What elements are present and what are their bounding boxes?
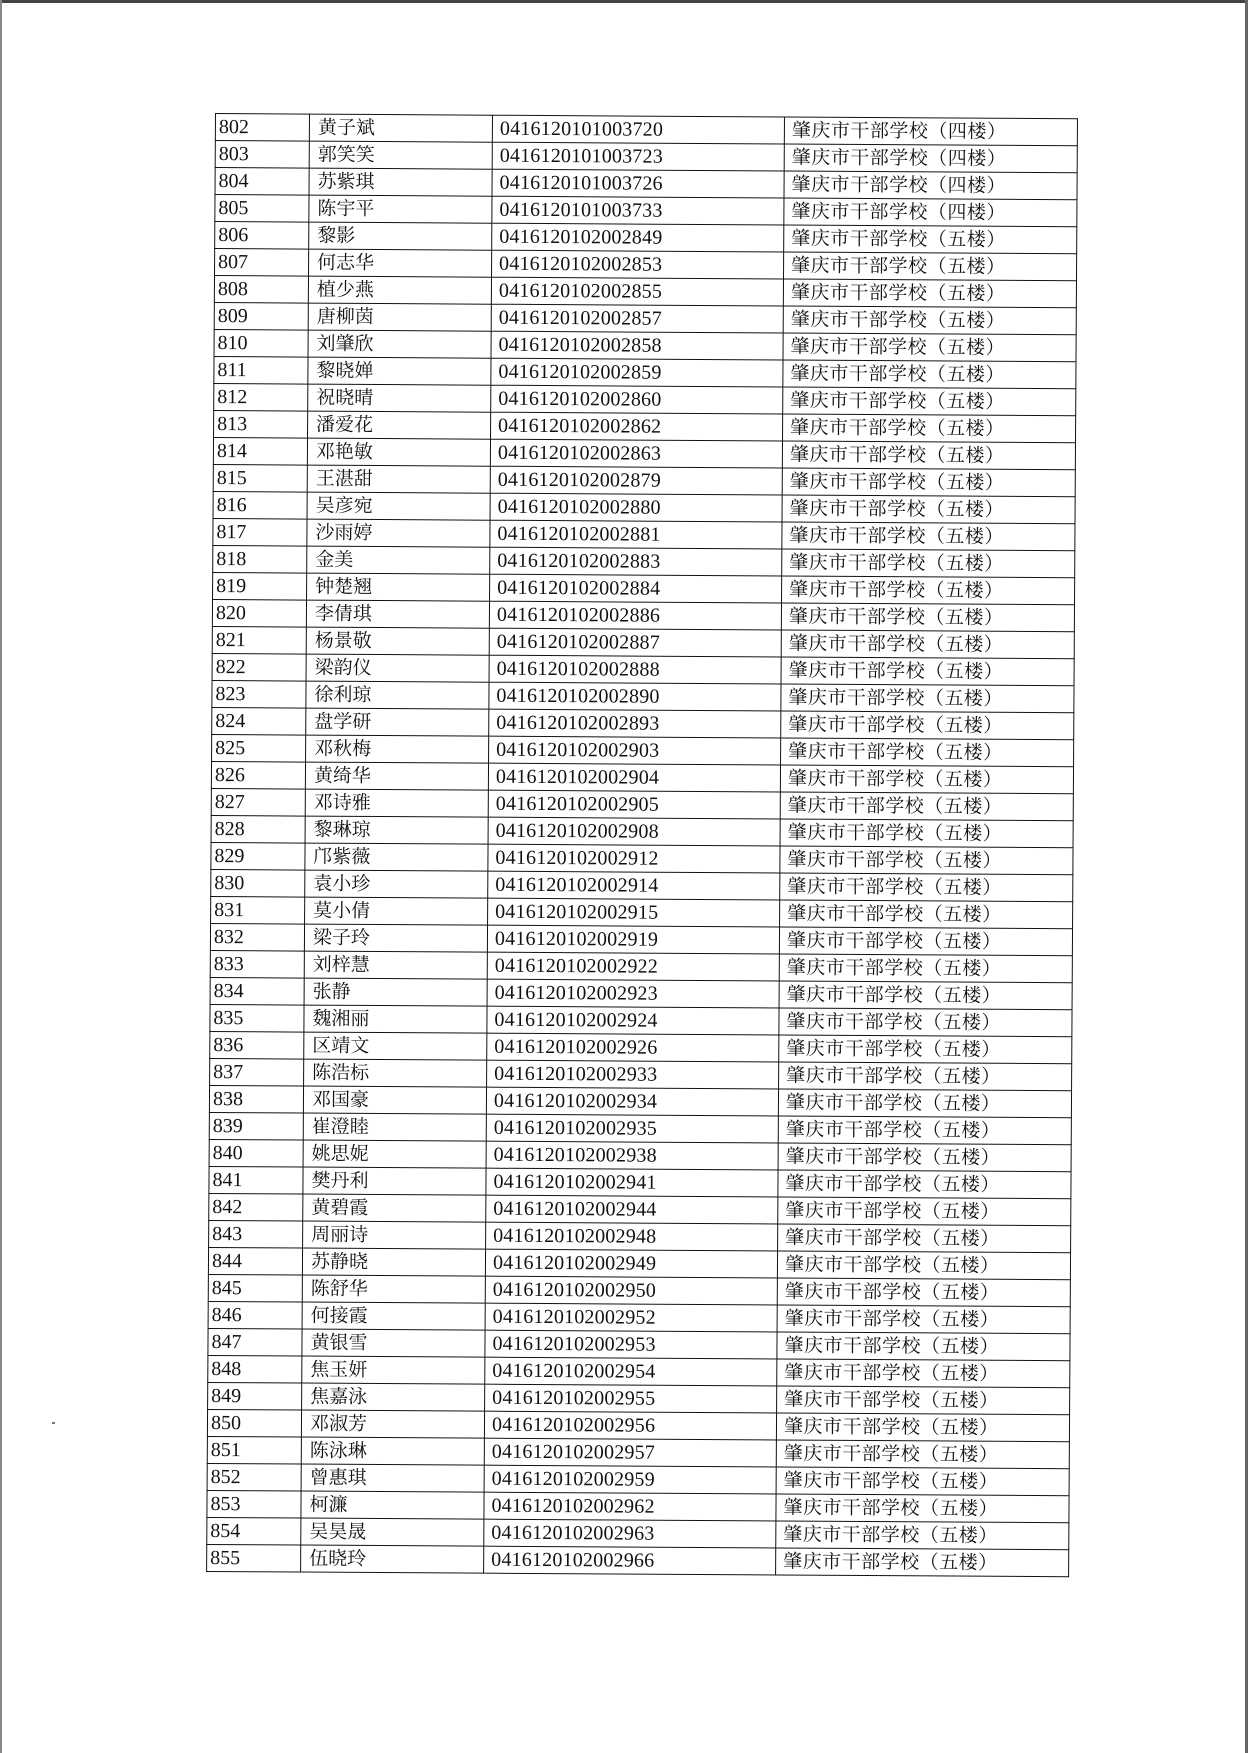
exam-location: 肇庆市干部学校（五楼）	[781, 711, 1074, 740]
exam-ticket-number: 0416120102002933	[487, 1060, 779, 1089]
row-number: 850	[207, 1409, 301, 1437]
candidate-name: 黄银雪	[302, 1329, 485, 1357]
candidate-name: 区靖文	[304, 1032, 487, 1060]
exam-location: 肇庆市干部学校（五楼）	[783, 387, 1076, 416]
row-number: 830	[211, 869, 305, 897]
row-number: 834	[210, 977, 304, 1005]
exam-ticket-number: 0416120101003726	[492, 169, 784, 198]
exam-location: 肇庆市干部学校（五楼）	[776, 1521, 1069, 1550]
row-number: 837	[210, 1058, 304, 1086]
exam-ticket-number: 0416120102002922	[487, 952, 779, 981]
candidate-name: 刘梓慧	[304, 951, 487, 979]
candidate-name: 梁韵仪	[306, 654, 489, 682]
exam-location: 肇庆市干部学校（四楼）	[784, 171, 1077, 200]
candidate-name: 黎影	[309, 222, 492, 250]
candidate-name: 樊丹利	[303, 1167, 486, 1195]
exam-location: 肇庆市干部学校（五楼）	[778, 1197, 1071, 1226]
exam-location: 肇庆市干部学校（五楼）	[784, 225, 1077, 254]
candidate-name: 祝晓晴	[308, 384, 491, 412]
exam-ticket-number: 0416120101003720	[492, 115, 784, 144]
candidate-name: 沙雨婷	[307, 519, 490, 547]
exam-ticket-number: 0416120102002952	[485, 1303, 777, 1332]
exam-location: 肇庆市干部学校（四楼）	[784, 144, 1077, 173]
candidate-name: 邓艳敏	[307, 438, 490, 466]
row-number: 819	[213, 572, 307, 600]
exam-ticket-number: 0416120102002860	[491, 385, 783, 414]
candidate-name: 唐柳茵	[308, 303, 491, 331]
exam-ticket-number: 0416120102002857	[491, 304, 783, 333]
exam-ticket-number: 0416120102002862	[491, 412, 783, 441]
exam-ticket-number: 0416120102002888	[489, 655, 781, 684]
exam-ticket-number: 0416120102002887	[489, 628, 781, 657]
candidate-name: 钟楚翘	[307, 573, 490, 601]
exam-location: 肇庆市干部学校（五楼）	[783, 252, 1076, 281]
exam-location: 肇庆市干部学校（五楼）	[776, 1413, 1069, 1442]
candidate-name: 王湛甜	[307, 465, 490, 493]
candidate-name: 潘爱花	[308, 411, 491, 439]
exam-ticket-number: 0416120102002941	[486, 1168, 778, 1197]
row-number: 829	[211, 842, 305, 870]
exam-ticket-number: 0416120102002886	[489, 601, 781, 630]
row-number: 847	[208, 1328, 302, 1356]
exam-location: 肇庆市干部学校（五楼）	[783, 333, 1076, 362]
candidate-name: 苏静晓	[302, 1248, 485, 1276]
exam-ticket-number: 0416120102002923	[487, 979, 779, 1008]
candidate-name: 邓淑芳	[301, 1410, 484, 1438]
candidate-name: 苏紫琪	[309, 168, 492, 196]
candidate-name: 焦玉妍	[302, 1356, 485, 1384]
row-number: 813	[214, 410, 308, 438]
row-number: 825	[212, 734, 306, 762]
candidate-name: 黄绮华	[305, 762, 488, 790]
candidate-name: 植少燕	[308, 276, 491, 304]
exam-ticket-number: 0416120102002949	[485, 1249, 777, 1278]
exam-ticket-number: 0416120102002863	[490, 439, 782, 468]
exam-location: 肇庆市干部学校（五楼）	[781, 738, 1074, 767]
candidate-name: 何接霞	[302, 1302, 485, 1330]
exam-location: 肇庆市干部学校（五楼）	[781, 630, 1074, 659]
scan-border-left	[0, 0, 2, 1753]
row-number: 815	[213, 464, 307, 492]
exam-location: 肇庆市干部学校（五楼）	[778, 1224, 1071, 1253]
exam-location: 肇庆市干部学校（五楼）	[777, 1332, 1070, 1361]
row-number: 846	[208, 1301, 302, 1329]
exam-location: 肇庆市干部学校（五楼）	[779, 954, 1072, 983]
row-number: 849	[208, 1382, 302, 1410]
exam-ticket-number: 0416120102002853	[492, 250, 784, 279]
exam-ticket-number: 0416120101003723	[492, 142, 784, 171]
exam-ticket-number: 0416120102002849	[492, 223, 784, 252]
exam-location: 肇庆市干部学校（五楼）	[779, 1035, 1072, 1064]
exam-location: 肇庆市干部学校（五楼）	[778, 1170, 1071, 1199]
row-number: 836	[210, 1031, 304, 1059]
exam-location: 肇庆市干部学校（五楼）	[778, 1089, 1071, 1118]
exam-ticket-number: 0416120101003733	[492, 196, 784, 225]
row-number: 839	[209, 1112, 303, 1140]
row-number: 820	[212, 599, 306, 627]
row-number: 842	[209, 1193, 303, 1221]
exam-ticket-number: 0416120102002883	[490, 547, 782, 576]
exam-location: 肇庆市干部学校（五楼）	[776, 1440, 1069, 1469]
exam-ticket-number: 0416120102002938	[486, 1141, 778, 1170]
row-number: 809	[214, 302, 308, 330]
scan-speck	[52, 1422, 55, 1424]
row-number: 814	[213, 437, 307, 465]
candidate-name: 吴彦宛	[307, 492, 490, 520]
row-number: 838	[209, 1085, 303, 1113]
exam-ticket-number: 0416120102002904	[488, 763, 780, 792]
exam-location: 肇庆市干部学校（五楼）	[779, 1062, 1072, 1091]
exam-location: 肇庆市干部学校（五楼）	[776, 1467, 1069, 1496]
exam-location: 肇庆市干部学校（五楼）	[781, 684, 1074, 713]
table-row	[207, 1544, 1069, 1576]
exam-location: 肇庆市干部学校（五楼）	[778, 1143, 1071, 1172]
candidate-name: 黎琳琼	[305, 816, 488, 844]
row-number: 811	[214, 356, 308, 384]
exam-ticket-number: 0416120102002914	[488, 871, 780, 900]
exam-ticket-number: 0416120102002957	[484, 1438, 776, 1467]
row-number: 816	[213, 491, 307, 519]
exam-ticket-number: 0416120102002926	[487, 1033, 779, 1062]
exam-ticket-number: 0416120102002944	[486, 1195, 778, 1224]
exam-location: 肇庆市干部学校（五楼）	[780, 873, 1073, 902]
candidate-name: 陈浩标	[304, 1059, 487, 1087]
exam-location: 肇庆市干部学校（五楼）	[783, 414, 1076, 443]
candidate-name: 周丽诗	[303, 1221, 486, 1249]
exam-ticket-number: 0416120102002954	[485, 1357, 777, 1386]
row-number: 804	[215, 168, 309, 196]
candidate-name: 杨景敬	[306, 627, 489, 655]
candidate-name: 邓秋梅	[306, 735, 489, 763]
row-number: 821	[212, 626, 306, 654]
row-number: 843	[209, 1220, 303, 1248]
exam-ticket-number: 0416120102002912	[488, 844, 780, 873]
exam-location: 肇庆市干部学校（四楼）	[784, 117, 1077, 146]
candidate-name: 郭笑笑	[309, 141, 492, 169]
row-number: 810	[214, 329, 308, 357]
exam-location: 肇庆市干部学校（五楼）	[777, 1251, 1070, 1280]
row-number: 844	[208, 1247, 302, 1275]
row-number: 828	[211, 815, 305, 843]
exam-ticket-number: 0416120102002935	[486, 1114, 778, 1143]
candidate-name: 刘肇欣	[308, 330, 491, 358]
exam-ticket-number: 0416120102002955	[485, 1384, 777, 1413]
candidate-name: 陈舒华	[302, 1275, 485, 1303]
exam-location: 肇庆市干部学校（五楼）	[783, 360, 1076, 389]
row-number: 823	[212, 680, 306, 708]
exam-location: 肇庆市干部学校（五楼）	[777, 1386, 1070, 1415]
candidate-name: 黎晓婵	[308, 357, 491, 385]
exam-ticket-number: 0416120102002948	[486, 1222, 778, 1251]
exam-location: 肇庆市干部学校（五楼）	[780, 765, 1073, 794]
candidate-name: 何志华	[309, 249, 492, 277]
row-number: 853	[207, 1490, 301, 1518]
row-number: 808	[214, 276, 308, 304]
exam-location: 肇庆市干部学校（五楼）	[780, 846, 1073, 875]
exam-location: 肇庆市干部学校（五楼）	[778, 1116, 1071, 1145]
exam-ticket-number: 0416120102002924	[487, 1006, 779, 1035]
exam-location: 肇庆市干部学校（五楼）	[780, 792, 1073, 821]
row-number: 817	[213, 518, 307, 546]
candidate-name: 邓诗雅	[305, 789, 488, 817]
exam-ticket-number: 0416120102002908	[488, 817, 780, 846]
row-number: 845	[208, 1274, 302, 1302]
exam-location: 肇庆市干部学校（五楼）	[782, 522, 1075, 551]
candidate-name: 邝紫薇	[305, 843, 488, 871]
candidate-name: 袁小珍	[305, 870, 488, 898]
exam-ticket-number: 0416120102002903	[489, 736, 781, 765]
row-number: 835	[210, 1004, 304, 1032]
exam-location: 肇庆市干部学校（五楼）	[780, 819, 1073, 848]
exam-ticket-number: 0416120102002905	[488, 790, 780, 819]
exam-ticket-number: 0416120102002959	[484, 1465, 776, 1494]
candidate-name: 邓国豪	[303, 1086, 486, 1114]
candidate-name: 徐利琼	[306, 681, 489, 709]
candidate-name: 张静	[304, 978, 487, 1006]
exam-ticket-number: 0416120102002963	[484, 1519, 776, 1548]
exam-ticket-number: 0416120102002893	[489, 709, 781, 738]
row-number: 805	[215, 195, 309, 223]
candidate-name: 姚思妮	[303, 1140, 486, 1168]
row-number: 833	[210, 950, 304, 978]
row-number: 812	[214, 383, 308, 411]
row-number: 841	[209, 1166, 303, 1194]
candidate-name: 柯濂	[301, 1491, 484, 1519]
exam-ticket-number: 0416120102002915	[488, 898, 780, 927]
candidate-name: 李倩琪	[306, 600, 489, 628]
exam-location: 肇庆市干部学校（五楼）	[782, 468, 1075, 497]
exam-location: 肇庆市干部学校（五楼）	[782, 495, 1075, 524]
table-body	[207, 114, 1078, 1577]
row-number: 827	[211, 788, 305, 816]
exam-location: 肇庆市干部学校（五楼）	[781, 657, 1074, 686]
candidate-name: 金美	[307, 546, 490, 574]
row-number: 848	[208, 1355, 302, 1383]
exam-ticket-number: 0416120102002880	[490, 493, 782, 522]
candidate-name: 魏湘丽	[304, 1005, 487, 1033]
candidate-name: 陈宇平	[309, 195, 492, 223]
row-number: 826	[211, 761, 305, 789]
candidate-name: 焦嘉泳	[302, 1383, 485, 1411]
row-number: 806	[215, 222, 309, 250]
exam-ticket-number: 0416120102002879	[490, 466, 782, 495]
exam-location: 肇庆市干部学校（五楼）	[779, 1008, 1072, 1037]
candidate-name: 吴昊晟	[301, 1518, 484, 1546]
row-number: 803	[215, 141, 309, 169]
row-number: 818	[213, 545, 307, 573]
candidate-name: 伍晓玲	[301, 1545, 484, 1573]
exam-location: 肇庆市干部学校（五楼）	[779, 981, 1072, 1010]
row-number: 822	[212, 653, 306, 681]
exam-location: 肇庆市干部学校（五楼）	[777, 1305, 1070, 1334]
exam-ticket-number: 0416120102002884	[490, 574, 782, 603]
row-number: 851	[207, 1436, 301, 1464]
candidate-name: 莫小倩	[305, 897, 488, 925]
candidate-name: 黄碧霞	[303, 1194, 486, 1222]
exam-ticket-number: 0416120102002858	[491, 331, 783, 360]
exam-seating-table	[206, 113, 1078, 1577]
exam-location: 肇庆市干部学校（五楼）	[776, 1548, 1069, 1577]
exam-location: 肇庆市干部学校（四楼）	[784, 198, 1077, 227]
exam-ticket-number: 0416120102002859	[491, 358, 783, 387]
exam-ticket-number: 0416120102002950	[485, 1276, 777, 1305]
row-number: 832	[210, 923, 304, 951]
exam-location: 肇庆市干部学校（五楼）	[779, 927, 1072, 956]
exam-ticket-number: 0416120102002855	[491, 277, 783, 306]
exam-ticket-number: 0416120102002881	[490, 520, 782, 549]
exam-ticket-number: 0416120102002962	[484, 1492, 776, 1521]
exam-location: 肇庆市干部学校（五楼）	[782, 549, 1075, 578]
row-number: 831	[211, 896, 305, 924]
exam-location: 肇庆市干部学校（五楼）	[783, 306, 1076, 335]
exam-location: 肇庆市干部学校（五楼）	[777, 1278, 1070, 1307]
candidate-name: 梁子玲	[304, 924, 487, 952]
candidate-name: 陈泳琳	[301, 1437, 484, 1465]
exam-ticket-number: 0416120102002890	[489, 682, 781, 711]
exam-location: 肇庆市干部学校（五楼）	[783, 279, 1076, 308]
row-number: 852	[207, 1463, 301, 1491]
exam-location: 肇庆市干部学校（五楼）	[780, 900, 1073, 929]
exam-ticket-number: 0416120102002953	[485, 1330, 777, 1359]
exam-ticket-number: 0416120102002956	[484, 1411, 776, 1440]
exam-ticket-number: 0416120102002966	[484, 1546, 776, 1575]
exam-location: 肇庆市干部学校（五楼）	[781, 603, 1074, 632]
exam-location: 肇庆市干部学校（五楼）	[776, 1494, 1069, 1523]
scan-border-top	[0, 0, 1248, 3]
row-number: 802	[215, 114, 309, 142]
exam-ticket-number: 0416120102002919	[487, 925, 779, 954]
row-number: 854	[207, 1517, 301, 1545]
candidate-name: 崔澄睦	[303, 1113, 486, 1141]
row-number: 824	[212, 707, 306, 735]
exam-location: 肇庆市干部学校（五楼）	[777, 1359, 1070, 1388]
exam-location: 肇庆市干部学校（五楼）	[782, 441, 1075, 470]
row-number: 840	[209, 1139, 303, 1167]
row-number: 855	[207, 1544, 301, 1572]
candidate-name: 曾惠琪	[301, 1464, 484, 1492]
row-number: 807	[215, 249, 309, 277]
candidate-name: 盘学研	[306, 708, 489, 736]
exam-location: 肇庆市干部学校（五楼）	[782, 576, 1075, 605]
candidate-name: 黄子斌	[309, 114, 492, 142]
exam-ticket-number: 0416120102002934	[486, 1087, 778, 1116]
